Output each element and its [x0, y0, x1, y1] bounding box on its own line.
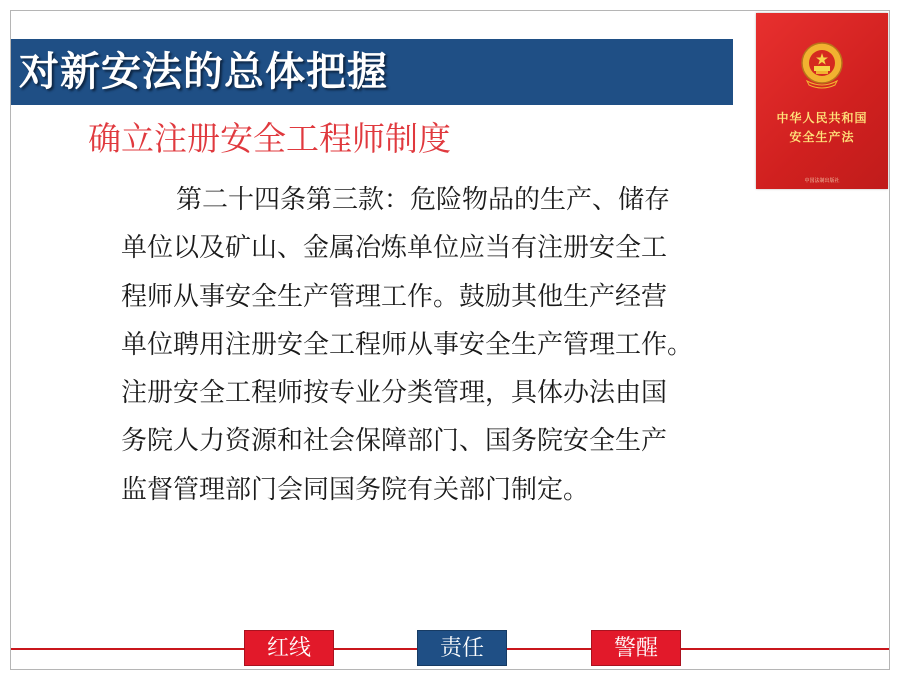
article-text — [121, 176, 821, 514]
article-line: 单位聘用注册安全工程师从事安全生产管理工作。 — [121, 329, 694, 360]
slide — [10, 10, 890, 670]
book-cover-image — [756, 13, 888, 189]
book-publisher: 中国法制出版社 — [804, 178, 840, 184]
tab-responsibility[interactable]: 责任 — [417, 630, 507, 666]
title-bar — [11, 39, 733, 105]
article-line: 程师从事安全生产管理工作。鼓励其他生产经营 — [121, 281, 668, 312]
article-line: 务院人力资源和社会保障部门、国务院安全生产 — [121, 426, 668, 457]
tab-redline[interactable]: 红线 — [244, 630, 334, 666]
book-title — [756, 109, 888, 147]
article-line: 第二十四条第三款：危险物品的生产、储存 — [176, 185, 671, 215]
article-line: 监督管理部门会同国务院有关部门制定。 — [121, 474, 590, 505]
article-line: 单位以及矿山、金属冶炼单位应当有注册安全工 — [121, 233, 668, 264]
article-line: 注册安全工程师按专业分类管理，具体办法由国 — [121, 378, 668, 409]
book-title-line2: 安全生产法 — [789, 130, 855, 144]
national-emblem-icon — [799, 41, 845, 91]
slide-title: 对新安法的总体把握 — [19, 49, 388, 95]
book-title-line1: 中华人民共和国 — [776, 111, 868, 125]
slide-subtitle: 确立注册安全工程师制度 — [88, 119, 451, 158]
tab-warning[interactable]: 警醒 — [591, 630, 681, 666]
